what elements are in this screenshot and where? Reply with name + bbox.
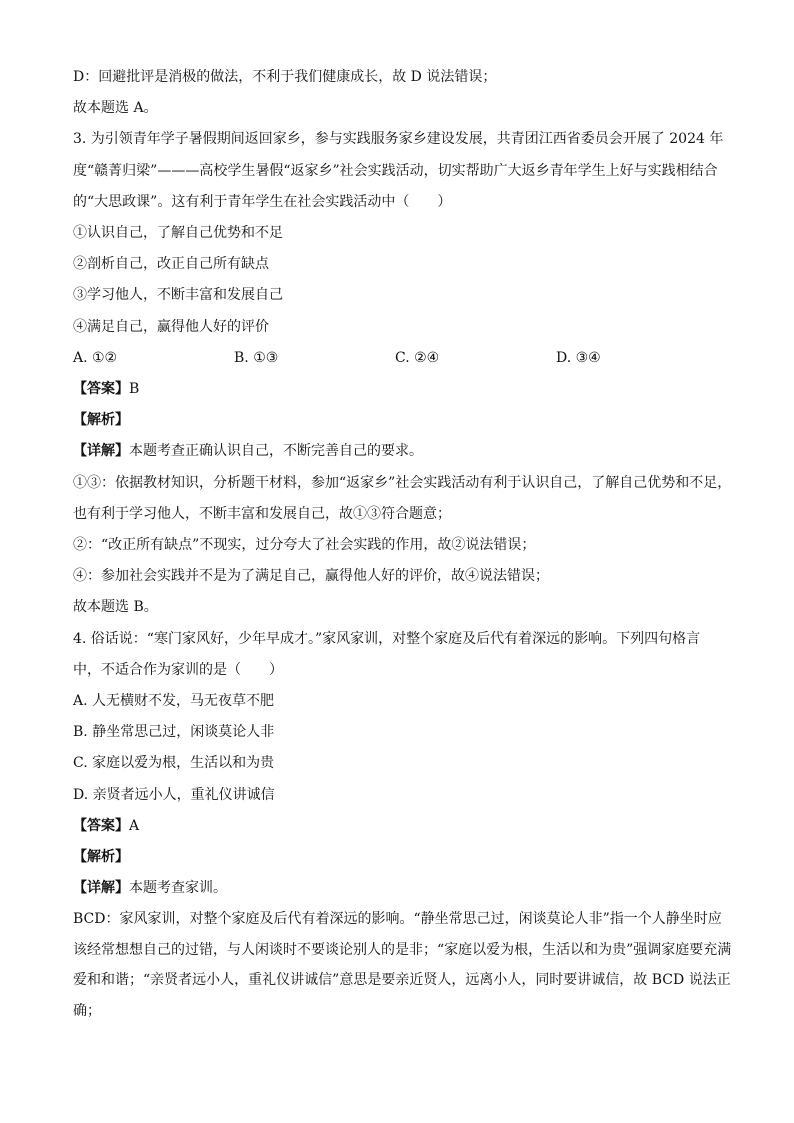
answer-tag: 【答案】: [73, 817, 129, 834]
answer-tag: 【答案】: [73, 381, 129, 398]
q3-detail: [73, 436, 733, 467]
q4-explanation: BCD：家风家训，对整个家庭及后代有着深远的影响。“静坐常思己过，闲谈莫论人非”指一个人静坐时应该经常想想自己的过错，与人闲谈时不要谈论别人的是非；“家庭以爱为根，生活以和为贵”强调家庭要充满爱和和谐；“亲贤者远小人，重礼仪讲诚信”意思是要亲近贤人，远离小人，同时要讲诚信，故 BCD 说法正确；: [73, 911, 732, 1019]
q3-conclusion: 故本题选 B。: [73, 599, 158, 616]
q3-options: [73, 343, 733, 374]
q3-option-a: A. ①②: [73, 349, 118, 366]
q3-statement-2: ②剖析自己，改正自己所有缺点: [73, 256, 269, 273]
q4-option-d: D. 亲贤者远小人，重礼仪讲诚信: [73, 786, 275, 803]
analysis-tag: 【解析】: [73, 412, 129, 429]
q3-option-d: D. ③④: [556, 349, 601, 366]
q3-explain-3: ④：参加社会实践并不是为了满足自己，赢得他人好的评价，故④说法错误；: [73, 568, 549, 585]
prev-conclusion: 故本题选 A。: [73, 100, 158, 117]
q3-explain-1a: ①③：依据教材知识，分析题干材料，参加“返家乡”社会实践活动有利于认识自己，了解自己优势和不足，: [73, 474, 732, 491]
q4-answer: [73, 811, 733, 842]
q3-answer: [73, 374, 733, 405]
detail-tag: 【详解】: [73, 880, 129, 897]
analysis-tag: 【解析】: [73, 849, 129, 866]
q3-explain-1b: 也有利于学习他人，不断丰富和发展自己，故①③符合题意；: [73, 505, 451, 522]
q4-option-c: C. 家庭以爱为根，生活以和为贵: [73, 755, 275, 772]
detail-text: 本题考查家训。: [129, 880, 227, 897]
q4-option-b: B. 静坐常思己过，闲谈莫论人非: [73, 724, 275, 741]
q3-stem-line-2: 度“赣菁归梁”———高校学生暑假“返家乡”社会实践活动，切实帮助广大返乡青年学生上好与实践相结合: [73, 162, 718, 179]
q4-stem-line-2: 中，不适合作为家训的是（ ）: [73, 661, 283, 678]
q3-analysis: [73, 405, 733, 436]
detail-text: 本题考查正确认识自己，不断完善自己的要求。: [129, 443, 423, 460]
detail-tag: 【详解】: [73, 443, 129, 460]
prev-option-d-explanation: D：回避批评是消极的做法，不利于我们健康成长，故 D 说法错误；: [73, 69, 497, 85]
q4-detail: [73, 873, 733, 904]
q3-stem-line-3: 的“大思政课”。这有利于青年学生在社会实践活动中（ ）: [73, 193, 452, 210]
q3-statement-1: ①认识自己，了解自己优势和不足: [73, 225, 283, 242]
q4-option-a: A. 人无横财不发，马无夜草不肥: [73, 693, 275, 710]
q4-stem-line-1: 4. 俗话说：“寒门家风好，少年早成才。”家风家训，对整个家庭及后代有着深远的影响。下列四句格言: [73, 630, 701, 647]
q3-statement-4: ④满足自己，赢得他人好的评价: [73, 318, 269, 335]
q4-analysis: [73, 842, 733, 873]
document-page: [73, 62, 733, 1026]
q3-statement-3: ③学习他人，不断丰富和发展自己: [73, 287, 283, 304]
answer-value: B: [129, 381, 140, 398]
answer-value: A: [129, 817, 140, 834]
q3-stem-line-1: 3. 为引领青年学子暑假期间返回家乡，参与实践服务家乡建设发展，共青团江西省委员会开展了 2024 年: [73, 131, 724, 148]
q3-option-c: C. ②④: [395, 349, 440, 366]
q3-explain-2: ②：“改正所有缺点”不现实，过分夸大了社会实践的作用，故②说法错误；: [73, 537, 536, 554]
q3-option-b: B. ①③: [234, 349, 279, 366]
